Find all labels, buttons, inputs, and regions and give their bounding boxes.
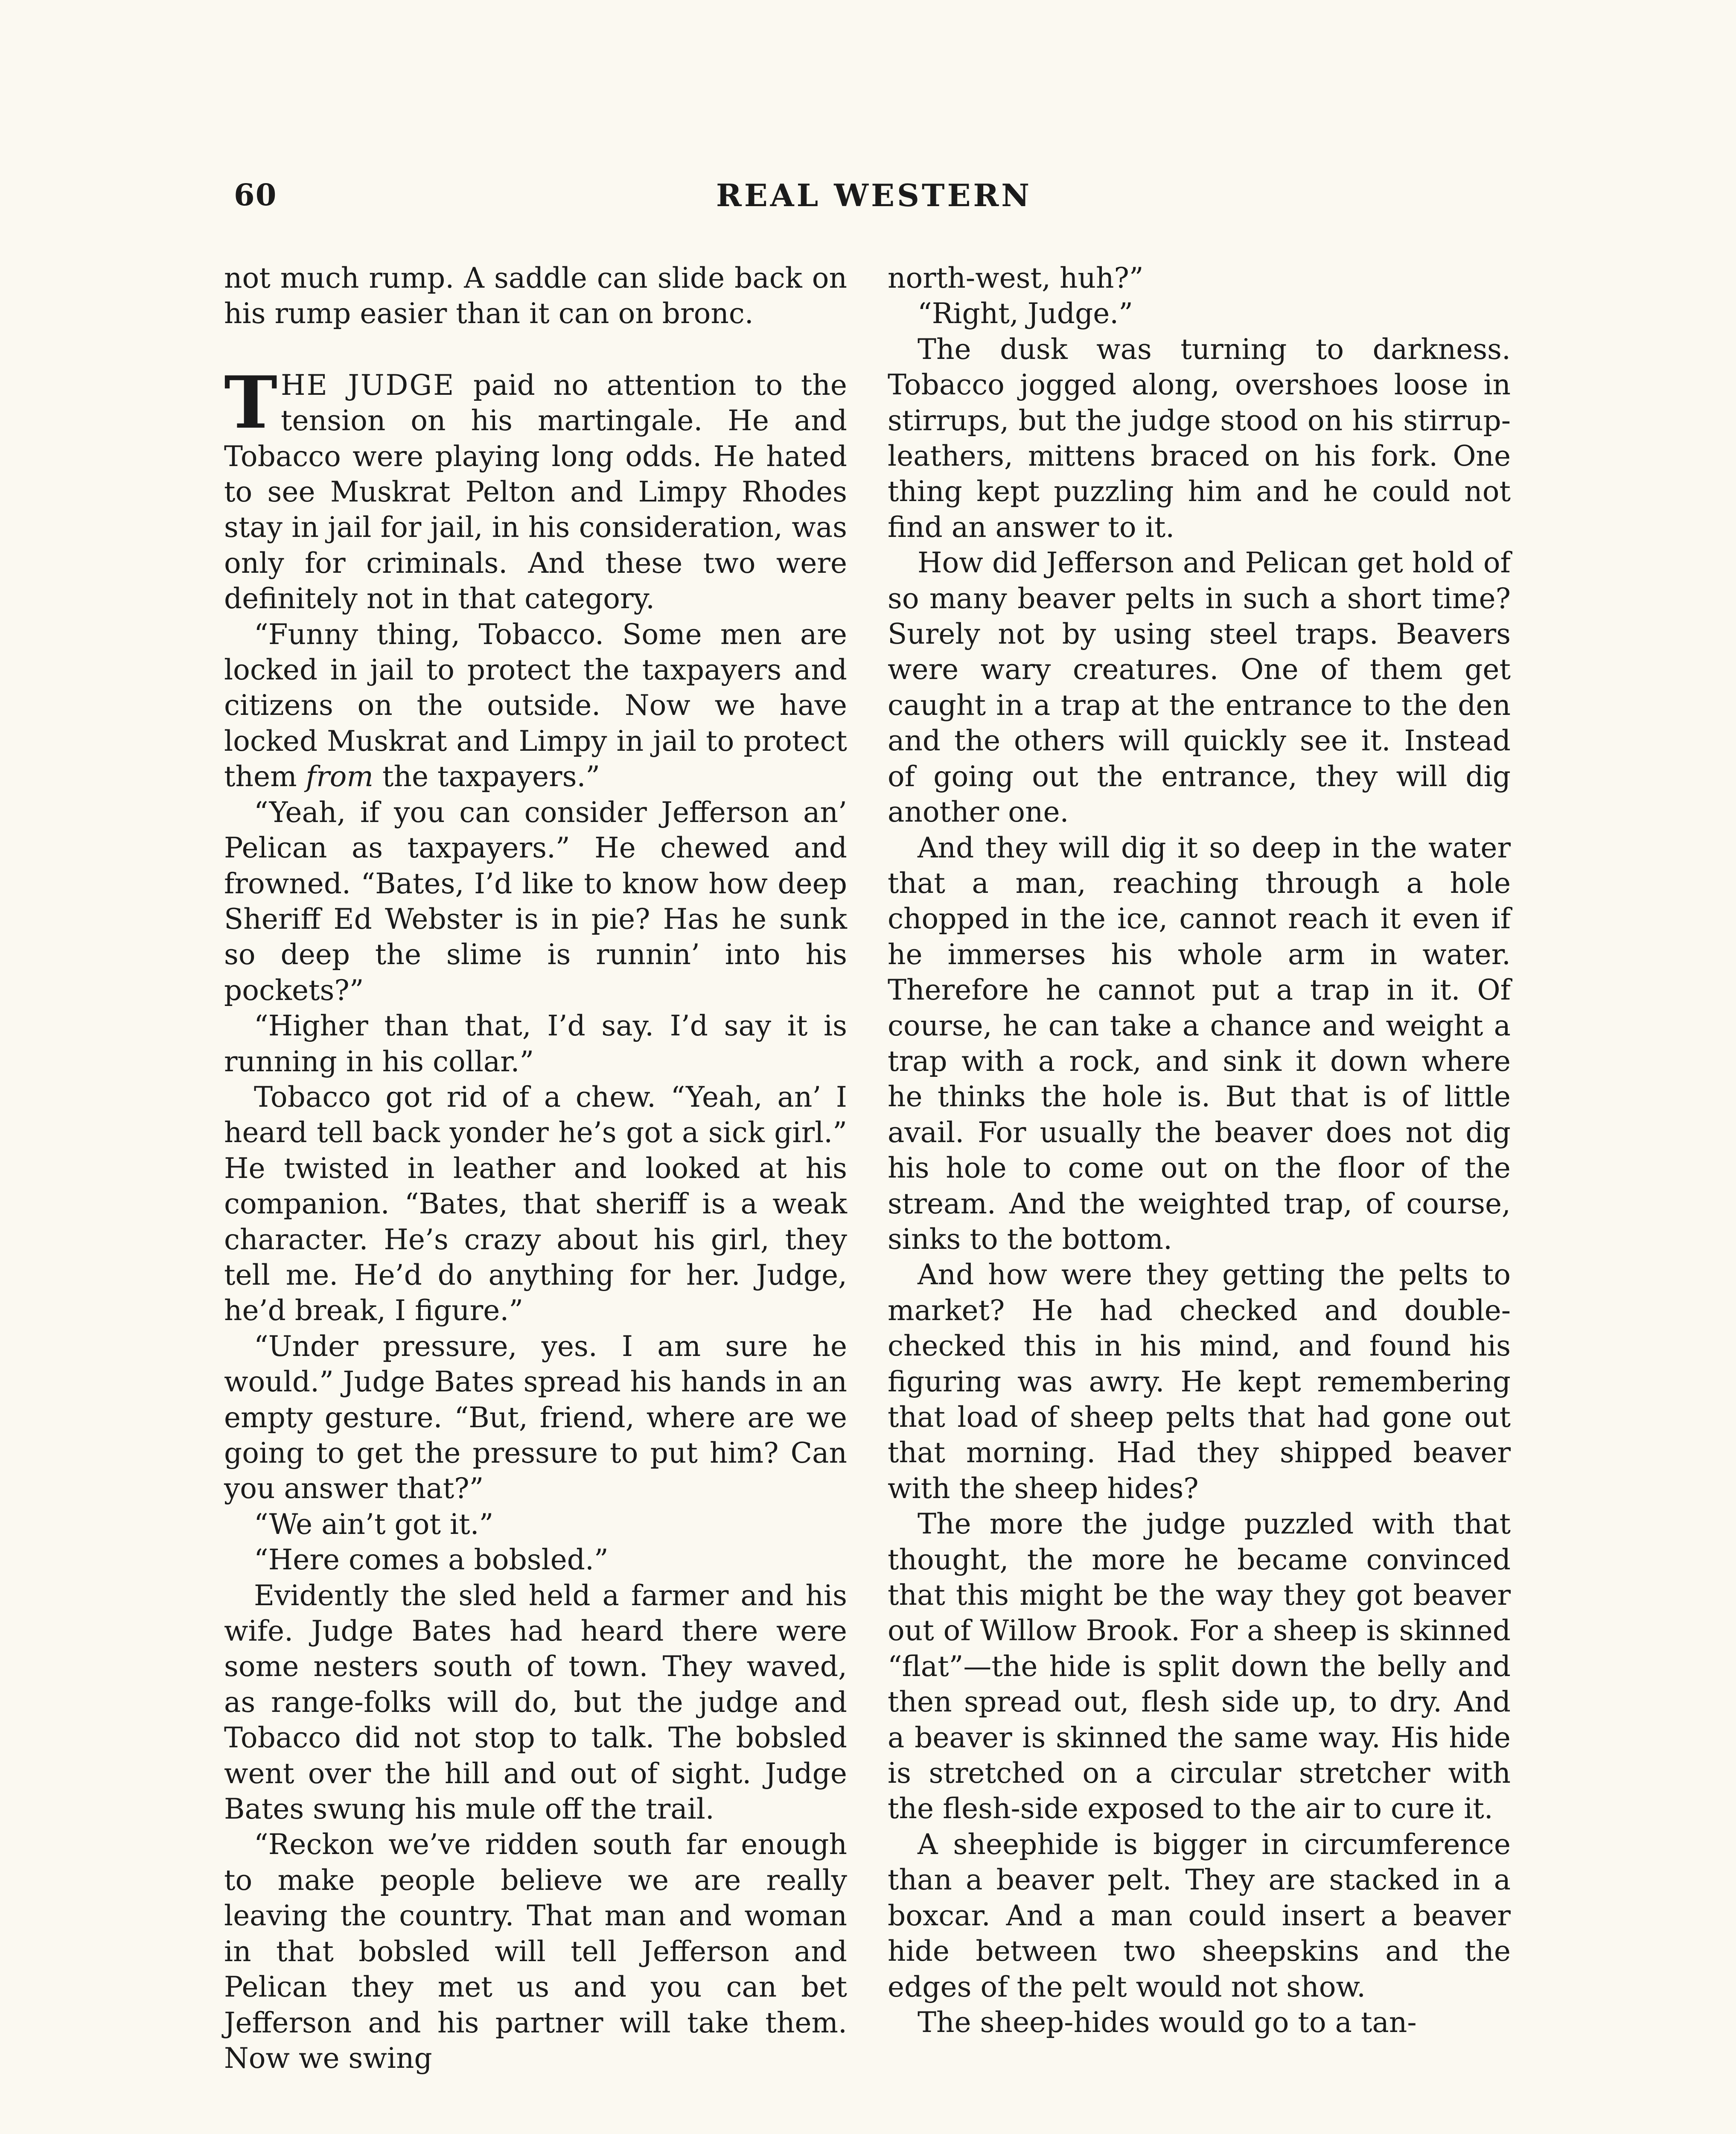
drop-cap-letter: T (224, 360, 278, 445)
paragraph: “Here comes a bobsled.” (254, 1543, 609, 1577)
right-column (888, 260, 1511, 2040)
paragraph: Evidently the sled held a farmer and his wife. Judge Bates had heard there were some nesters south of town. They waved, as range-folks will do, but the judge and Tobacco did not stop to talk. The bobsled went over the hill and out of sight. Judge Bates swung his mule off the trail. (224, 1579, 847, 1826)
paragraph-text: the taxpayers.” (373, 760, 600, 793)
paragraph: “Higher than that, I’d say. I’d say it is running in his collar.” (224, 1009, 847, 1078)
paragraph: The dusk was turning to darkness. Tobacco jogged along, overshoes loose in stirrups, but the judge stood on his stirrup-leathers, mittens braced on his fork. One thing kept puzzling him and he could not find an answer to it. (888, 332, 1511, 544)
paragraph: north-west, huh?” (888, 262, 1144, 294)
left-column (224, 260, 847, 2076)
paragraph: A sheephide is bigger in circumference than a beaver pelt. They are stacked in a boxcar. And a man could insert a beaver hide between two sheepskins and the edges of the pelt would not show. (888, 1828, 1511, 2003)
paragraph: The sheep-hides would go to a tan- (918, 2006, 1417, 2039)
page-header (221, 177, 1509, 224)
paragraph: The more the judge puzzled with that thought, the more he became convinced that this might be the way they got beaver out of Willow Brook. For a sheep is skinned “flat”—the hide is split down the belly and then spread out, flesh side up, to dry. And a beaver is skinned the same way. His hide is stretched on a circular stretcher with the flesh-side exposed to the air to cure it. (888, 1507, 1511, 1825)
paragraph: “Yeah, if you can consider Jefferson an’ Pelican as taxpayers.” He chewed and frowned. “Bates, I’d like to know how deep Sheriff Ed Webster is in pie? Has he sunk so deep the slime is runnin’ into his pockets?” (224, 796, 847, 1007)
paragraph: “We ain’t got it.” (254, 1507, 494, 1541)
paragraph: “Under pressure, yes. I am sure he would.” Judge Bates spread his hands in an empty gesture. “But, friend, where are we going to get the pressure to put him? Can you answer that?” (224, 1329, 847, 1505)
page-number: 60 (234, 177, 277, 213)
paragraph: How did Jefferson and Pelican get hold of so many beaver pelts in such a short time? Surely not by using steel traps. Beavers were wary creatures. One of them get caught in a trap at the entrance to the den and the others will quickly see it. Instead of going out the entrance, they will dig another one. (888, 546, 1511, 829)
drop-cap-paragraph (224, 360, 847, 617)
paragraph (224, 617, 847, 795)
paragraph: Tobacco got rid of a chew. “Yeah, an’ I heard tell back yonder he’s got a sick girl.” He twisted in leather and looked at his companion. “Bates, that sheriff is a weak character. He’s crazy about his girl, they tell me. He’d do anything for her. Judge, he’d break, I figure.” (224, 1080, 847, 1327)
magazine-title: REAL WESTERN (716, 177, 1032, 213)
lead-in-text: HE JUDGE (281, 368, 455, 402)
paragraph: not much rump. A saddle can slide back on his rump easier than it can on bronc. (224, 262, 847, 330)
emphasized-word: from (306, 760, 373, 793)
paragraph: And how were they getting the pelts to market? He had checked and double-checked this in his mind, and found his figuring was awry. He kept remembering that load of sheep pelts that had gone out that morning. Had they shipped beaver with the sheep hides? (888, 1258, 1511, 1505)
paragraph-text: paid no attention to the tension on his martingale. He and Tobacco were playing long odds. He hated to see Muskrat Pelton and Limpy Rhodes stay in jail for jail, in his consideration, was only for criminals. And these two were definitely not in that category. (224, 368, 847, 615)
paragraph: And they will dig it so deep in the water that a man, reaching through a hole chopped in the ice, cannot reach it even if he immerses his whole arm in water. Therefore he cannot put a trap in it. Of course, he can take a chance and weight a trap with a rock, and sink it down where he thinks the hole is. But that is of little avail. For usually the beaver does not dig his hole to come out on the floor of the stream. And the weighted trap, of course, sinks to the bottom. (888, 831, 1511, 1256)
paragraph-text: “Funny thing, Tobacco. Some men are locked in jail to protect the taxpayers and citizens on the outside. Now we have locked Muskrat and Limpy in jail to protect them (224, 618, 847, 793)
paragraph: “Reckon we’ve ridden south far enough to make people believe we are really leaving the country. That man and woman in that bobsled will tell Jefferson and Pelican they met us and you can bet Jefferson and his partner will take them. Now we swing (224, 1828, 847, 2075)
paragraph: “Right, Judge.” (918, 297, 1133, 330)
